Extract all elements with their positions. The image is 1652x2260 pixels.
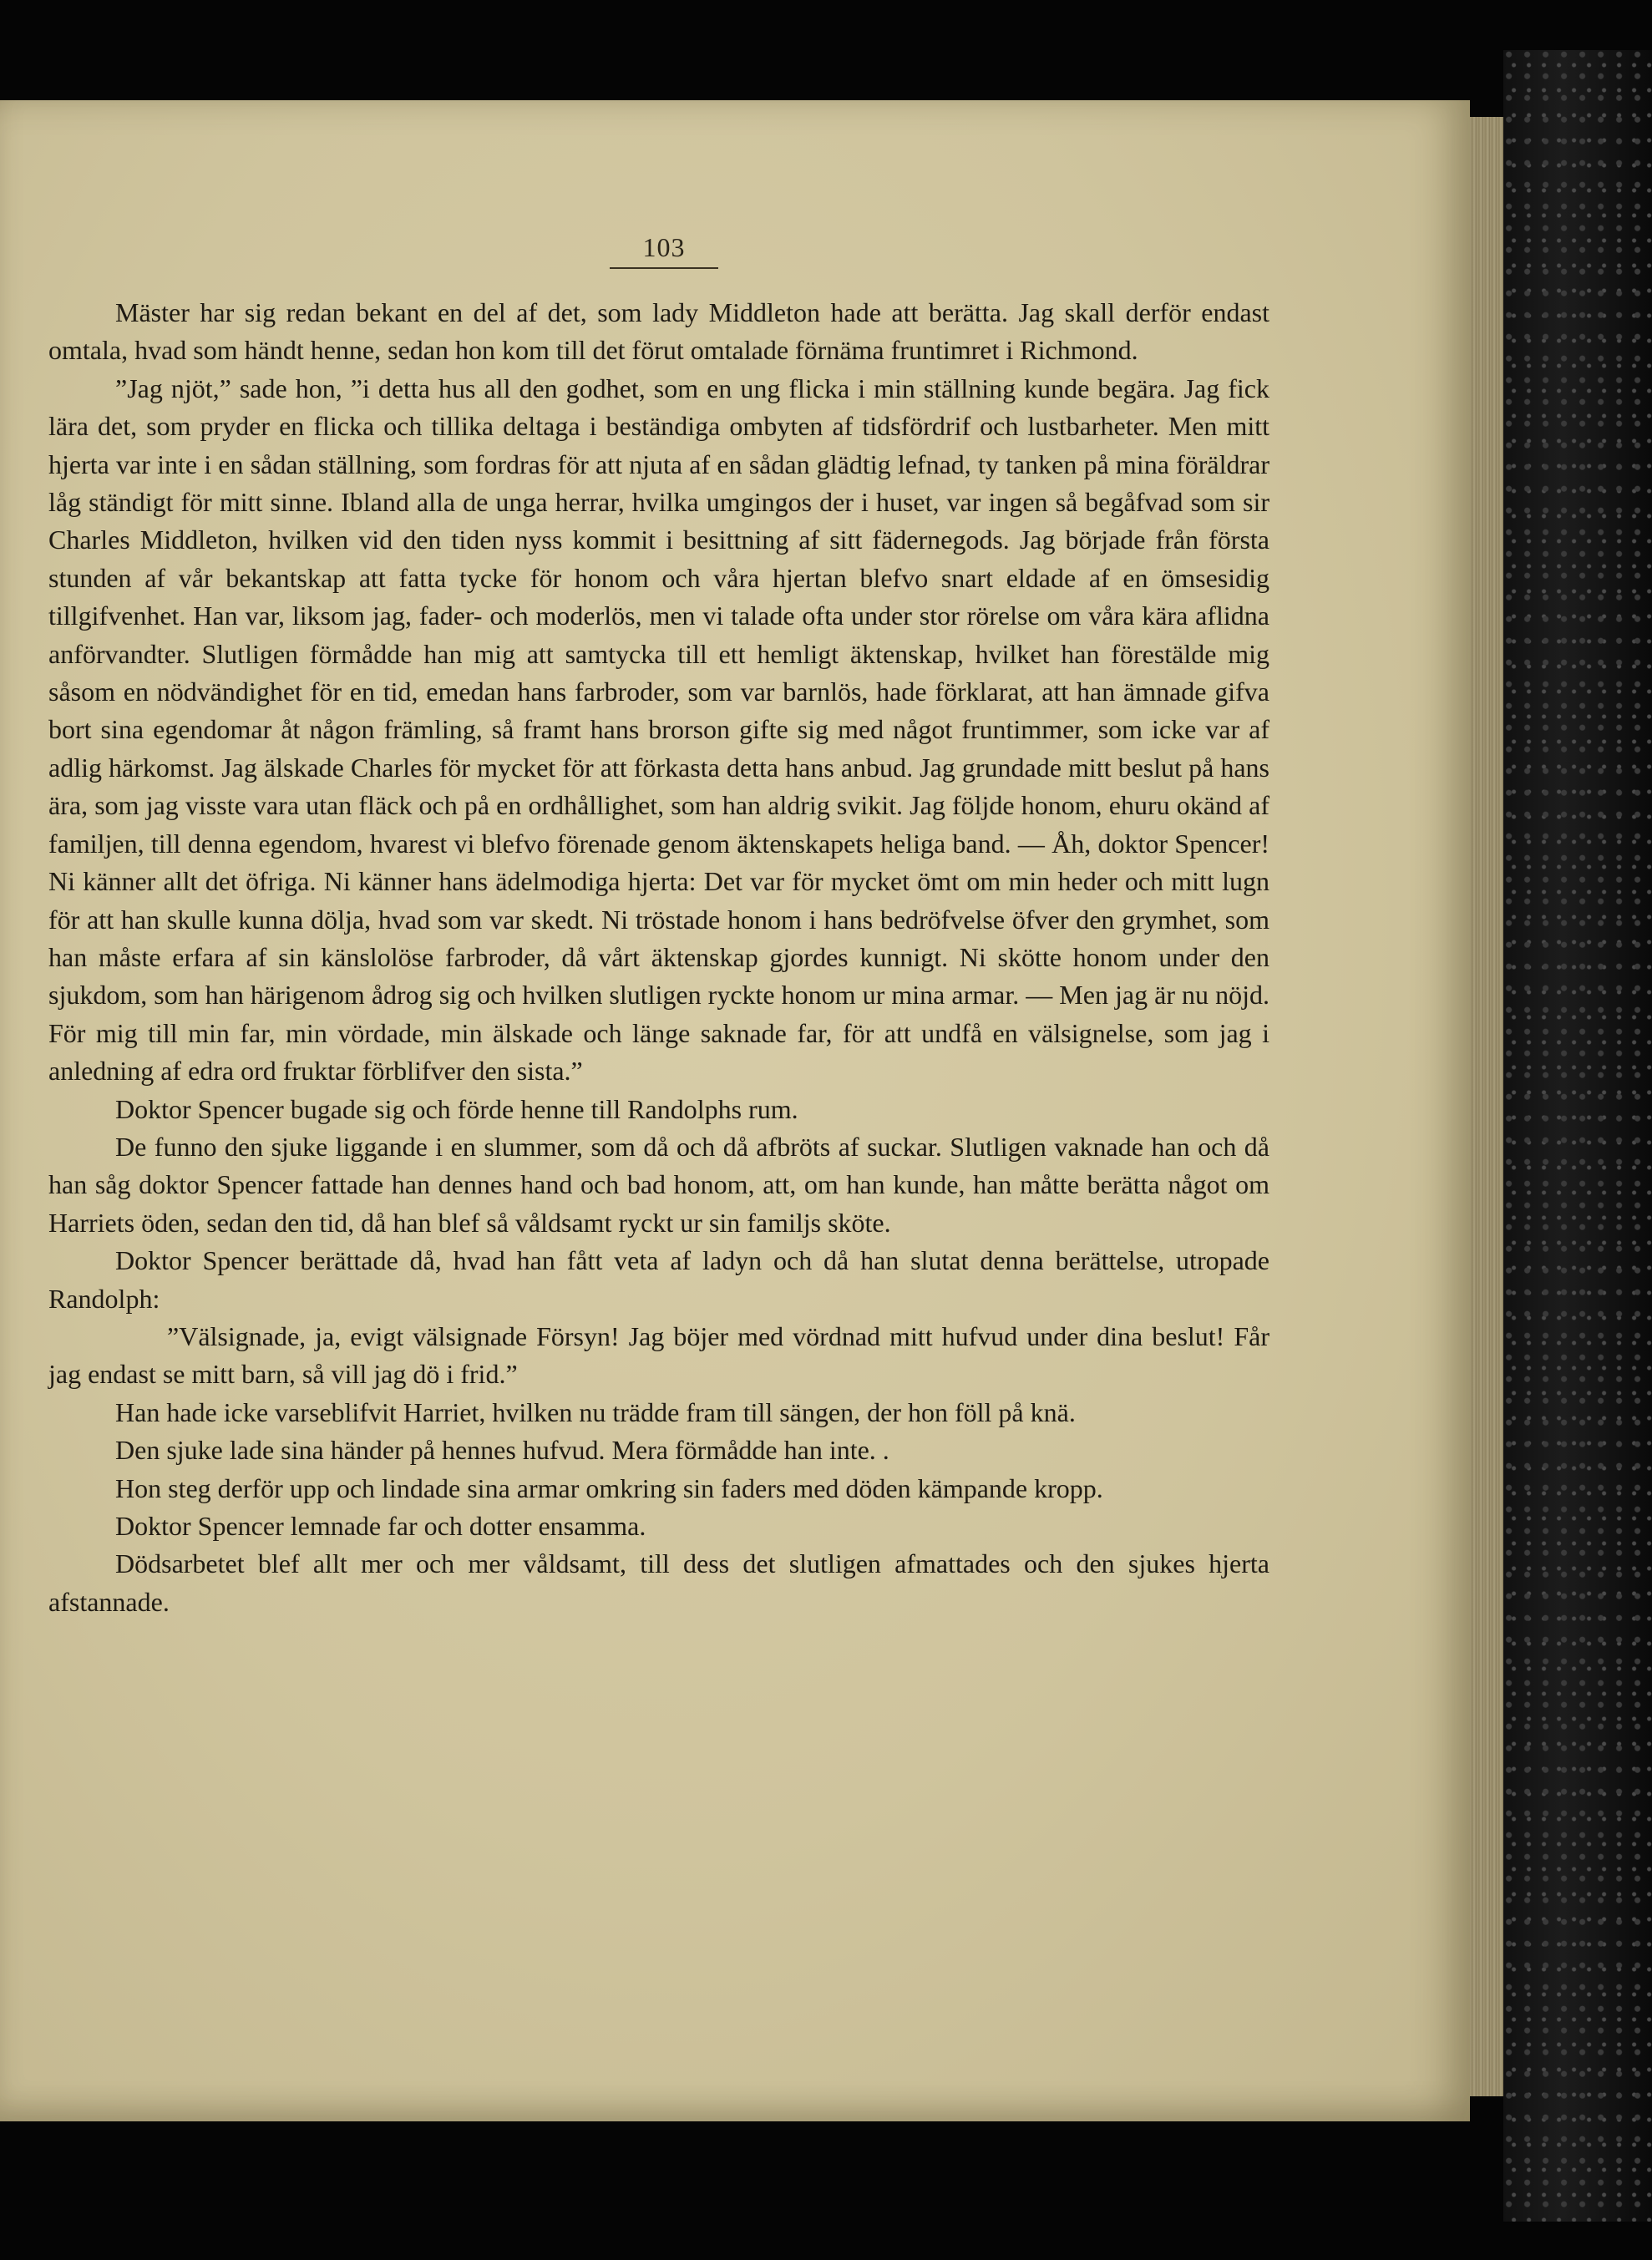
paragraph-8: Den sjuke lade sina händer på hennes hufvud. Mera förmådde han inte. . bbox=[115, 1435, 889, 1466]
page-number: 103 bbox=[642, 232, 686, 262]
paragraph-2: ”Jag njöt,” sade hon, ”i detta hus all den godhet, som en ung flicka i min ställning kunde begära. Jag fick lära det, som pryder en flicka och tillika deltaga i beständiga ombyten af tidsfördrif och lustbarheter. Men mitt hjerta var inte i en sådan ställning, som fordras för att njuta af en sådan glädtig lefnad, ty tanken på mina föräldrar låg ständigt för mitt sinne. Ibland alla de unga herrar, hvilka umgingos der i huset, var ingen så begåfvad som sir Charles Middleton, hvilken vid den tiden nyss kommit i besittning af sitt fädernegods. Jag började från första stunden af vår bekantskap att fatta tycke för honom och våra hjertan blefvo snart eldade af en ömsesidig tillgifvenhet. Han var, liksom jag, fader- och moderlös, men vi talade ofta under stor rörelse om våra kära aflidna anförvandter. Slutligen förmådde han mig att samtycka till ett hemligt äktenskap, hvilket han förestälde mig såsom en nödvändighet för en tid, emedan hans farbroder, som var barnlös, hade förklarat, att han ämnade gifva bort sina egendomar åt någon främling, så framt hans brorson gifte sig med något fruntimmer, som icke var af adlig härkomst. Jag älskade Charles för mycket för att förkasta detta hans anbud. Jag grundade mitt beslut på hans ära, som jag visste vara utan fläck och på en ordhållighet, som han aldrig svikit. Jag följde honom, ehuru okänd af familjen, till denna egendom, hvarest vi blefvo förenade genom äktenskapets heliga band. — Åh, doktor Spencer! Ni känner allt det öfriga. Ni känner hans ädelmodiga hjerta: Det var för mycket ömt om min heder och mitt lugn för att han skulle kunna dölja, hvad som var skedt. Ni tröstade honom i hans bedröfvelse öfver den grymhet, som han måste erfara af sin känslolöse farbroder, då vårt äktenskap gjordes kunnigt. Ni skötte honom under den sjukdom, som han härigenom ådrog sig och hvilken slutligen ryckte honom ur mina armar. — Men jag är nu nöjd. För mig till min far, min vördade, min älskade och länge saknade far, för att undfå en välsignelse, som jag i anledning af edra ord fruktar förblifver den sista.” bbox=[48, 372, 1269, 1087]
page-edges bbox=[1470, 117, 1503, 2096]
paragraph-9: Hon steg derför upp och lindade sina armar omkring sin faders med döden kämpande kropp. bbox=[115, 1472, 1103, 1503]
paragraph-5: Doktor Spencer berättade då, hvad han fått veta af ladyn och då han slutat denna berättelse, utropade Randolph: bbox=[48, 1245, 1269, 1314]
paragraph-1: Mäster har sig redan bekant en del af det, som lady Middleton hade att berätta. Jag skall derför endast omtala, hvad som händt henne, sedan hon kom till det förut omtalade förnäma fruntimret i Richmond. bbox=[48, 297, 1269, 366]
body-text bbox=[48, 294, 1269, 1621]
paragraph-10: Doktor Spencer lemnade far och dotter ensamma. bbox=[115, 1511, 646, 1541]
page-number-rule bbox=[610, 267, 718, 269]
paragraph-3: Doktor Spencer bugade sig och förde henne till Randolphs rum. bbox=[115, 1093, 798, 1124]
paragraph-7: Han hade icke varseblifvit Harriet, hvilken nu trädde fram till sängen, der hon föll på knä. bbox=[115, 1396, 1076, 1427]
paragraph-11: Dödsarbetet blef allt mer och mer våldsamt, till dess det slutligen afmattades och den sjukes hjerta afstannade. bbox=[48, 1548, 1269, 1617]
book-spine bbox=[1503, 50, 1652, 2222]
paragraph-4: De funno den sjuke liggande i en slummer, som då och då afbröts af suckar. Slutligen vaknade han och då han såg doktor Spencer fattade han dennes hand och bad honom, att, om han kunde, han måtte berätta något om Harriets öden, sedan den tid, då han blef så våldsamt ryckt ur sin familjs sköte. bbox=[48, 1131, 1269, 1238]
paragraph-6: ”Välsignade, ja, evigt välsignade Försyn! Jag böjer med vördnad mitt hufvud under dina beslut! Får jag endast se mitt barn, så vill jag dö i frid.” bbox=[48, 1320, 1269, 1390]
